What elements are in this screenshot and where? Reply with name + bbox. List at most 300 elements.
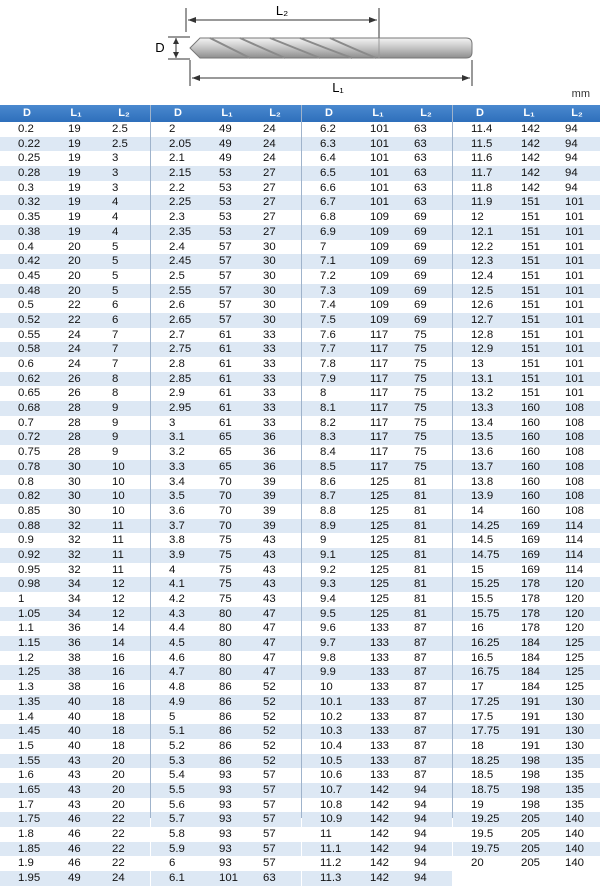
cell-d: 4.9 [169,695,185,708]
table-row [151,754,301,769]
table-row [0,372,150,387]
cell-l1: 160 [521,402,541,415]
cell-l1: 184 [521,681,541,694]
table-header [302,105,452,122]
cell-d: 9.7 [320,637,336,650]
cell-l2: 94 [565,123,578,135]
cell-d: 8.2 [320,416,336,429]
cell-d: 0.8 [18,475,34,488]
cell-l2: 114 [565,548,584,561]
cell-l1: 142 [370,828,390,840]
cell-d: 5.7 [169,813,185,826]
cell-d: 0.7 [18,416,34,429]
cell-l1: 151 [521,240,541,253]
cell-l2: 7 [112,358,119,370]
cell-l1: 184 [521,666,541,679]
table-row [453,665,600,680]
cell-d: 1.05 [18,607,41,620]
cell-l2: 39 [263,519,276,532]
cell-d: 1.25 [18,666,41,679]
cell-l2: 47 [263,637,276,650]
cell-d: 17.5 [471,710,494,723]
cell-l2: 130 [565,739,585,752]
table-row [0,386,150,401]
cell-l2: 63 [414,152,427,165]
cell-l1: 133 [370,681,390,694]
cell-l1: 125 [370,578,390,591]
cell-l2: 87 [414,681,427,694]
table-row [151,386,301,401]
cell-l1: 61 [219,416,232,429]
table-row [302,827,452,842]
cell-l1: 205 [521,813,541,826]
cell-l2: 63 [414,167,427,180]
cell-d: 2.25 [169,196,192,209]
cell-l1: 151 [521,328,541,341]
cell-l2: 57 [263,769,276,782]
cell-l2: 81 [414,548,427,561]
table-row [302,519,452,534]
table-row [453,195,600,210]
table-row [453,210,600,225]
drill-bit-drawing [0,0,600,100]
cell-l1: 133 [370,769,390,782]
cell-d: 12.3 [471,255,494,268]
table-row [151,680,301,695]
cell-l2: 5 [112,284,119,297]
cell-d: 1.55 [18,754,41,767]
cell-l1: 117 [370,402,389,415]
table-row [151,768,301,783]
table-row [453,621,600,636]
header-l1: L₁ [372,107,384,119]
cell-l2: 16 [112,666,125,679]
cell-l2: 87 [414,695,427,708]
table-row [302,754,452,769]
cell-l1: 19 [68,225,81,238]
cell-l1: 93 [219,857,232,870]
cell-l2: 20 [112,754,125,767]
cell-l1: 160 [521,475,541,488]
cell-d: 4.4 [169,622,185,635]
cell-d: 10 [320,681,333,694]
table-row [302,504,452,519]
table-row [302,254,452,269]
cell-d: 12.7 [471,313,494,326]
table-row [151,401,301,416]
table-row [453,313,600,328]
cell-l2: 52 [263,681,276,694]
table-row [151,695,301,710]
table-row [302,166,452,181]
table-row [0,871,150,886]
table-row [453,225,600,240]
table-row [302,621,452,636]
table-row [453,577,600,592]
table-row [0,695,150,710]
table-row [0,798,150,813]
cell-d: 1.7 [18,798,34,811]
table-row [302,724,452,739]
cell-l1: 205 [521,857,541,870]
cell-l2: 57 [263,857,276,870]
table-row [151,856,301,871]
unit-label: mm [571,88,590,100]
cell-l1: 191 [521,710,541,723]
cell-l2: 135 [565,754,585,767]
cell-d: 6.8 [320,211,336,224]
cell-l2: 120 [565,578,585,591]
cell-l1: 53 [219,196,232,209]
cell-l1: 36 [68,622,81,635]
table-row [302,783,452,798]
cell-d: 5.6 [169,798,185,811]
table-row [453,151,600,166]
cell-l2: 11 [112,519,124,532]
cell-l2: 87 [414,666,427,679]
table-row [302,489,452,504]
cell-d: 8.7 [320,490,336,503]
cell-d: 1.75 [18,813,41,826]
cell-l1: 93 [219,783,232,796]
cell-l2: 33 [263,372,276,385]
cell-d: 12.9 [471,343,494,356]
cell-d: 9 [320,534,327,547]
cell-l1: 34 [68,607,81,620]
cell-l1: 19 [68,137,81,150]
cell-l1: 70 [219,504,232,517]
cell-d: 14.5 [471,534,494,547]
cell-d: 17 [471,681,484,694]
cell-l1: 142 [370,857,390,870]
cell-d: 18 [471,739,484,752]
cell-d: 5.5 [169,783,185,796]
table-row [151,151,301,166]
cell-d: 19.25 [471,813,500,826]
cell-l1: 75 [219,563,232,576]
table-row [0,298,150,313]
table-row [0,607,150,622]
table-row [151,460,301,475]
cell-l2: 30 [263,269,276,282]
cell-l1: 46 [68,813,81,826]
cell-l1: 65 [219,431,232,444]
cell-l2: 75 [414,416,427,429]
cell-d: 17.25 [471,695,500,708]
table-header [151,105,301,122]
cell-l1: 61 [219,358,232,370]
cell-l1: 160 [521,504,541,517]
cell-l1: 109 [370,313,390,326]
header-d: D [174,107,182,119]
cell-d: 2.35 [169,225,192,238]
table-row [0,504,150,519]
table-row [0,254,150,269]
cell-l2: 9 [112,402,119,415]
cell-l2: 12 [112,607,125,620]
header-l2: L₂ [269,107,281,119]
cell-l2: 101 [565,255,585,268]
cell-d: 15 [471,563,484,576]
cell-d: 14 [471,504,484,517]
cell-l2: 87 [414,622,427,635]
cell-d: 15.75 [471,607,500,620]
cell-d: 1.35 [18,695,41,708]
cell-d: 9.3 [320,578,336,591]
cell-d: 0.32 [18,196,41,209]
table-row [0,577,150,592]
cell-l2: 69 [414,211,427,224]
cell-l1: 117 [370,416,389,429]
cell-d: 7 [320,240,327,253]
table-row [453,548,600,563]
cell-d: 11.2 [320,857,342,870]
cell-l1: 160 [521,431,541,444]
header-d: D [476,107,484,119]
cell-l2: 27 [263,211,276,224]
table-row [453,460,600,475]
cell-l2: 81 [414,534,427,547]
cell-d: 10.6 [320,769,343,782]
cell-l2: 47 [263,622,276,635]
table-body [453,122,600,871]
cell-l2: 120 [565,607,585,620]
cell-l2: 22 [112,828,125,840]
cell-l2: 33 [263,328,276,341]
cell-l1: 191 [521,739,541,752]
table-row [302,210,452,225]
cell-d: 0.82 [18,490,41,503]
cell-d: 13.4 [471,416,494,429]
cell-l1: 26 [68,372,81,385]
table-row [453,430,600,445]
table-row [453,842,600,857]
cell-d: 2.5 [169,269,185,282]
table-row [0,739,150,754]
table-header [0,105,150,122]
cell-d: 0.78 [18,460,41,473]
table-row [0,827,150,842]
cell-d: 6.9 [320,225,336,238]
table-row [0,313,150,328]
cell-d: 13.2 [471,387,494,400]
cell-l2: 11 [112,534,124,547]
table-row [151,372,301,387]
cell-l1: 151 [521,299,541,312]
cell-l2: 101 [565,284,585,297]
cell-d: 2.45 [169,255,192,268]
table-row [0,592,150,607]
header-l1: L₁ [221,107,233,119]
table-row [0,166,150,181]
cell-l2: 69 [414,240,427,253]
cell-l1: 86 [219,754,232,767]
cell-d: 11 [320,828,332,840]
cell-d: 1.1 [18,622,34,635]
cell-l2: 9 [112,446,119,459]
cell-d: 10.1 [320,695,343,708]
header-l2: L₂ [420,107,432,119]
cell-d: 2.6 [169,299,185,312]
cell-l2: 120 [565,622,585,635]
cell-l1: 46 [68,828,81,840]
cell-l1: 151 [521,284,541,297]
cell-l1: 160 [521,416,541,429]
table-row [151,636,301,651]
table-row [453,357,600,372]
cell-l2: 3 [112,181,119,194]
table-row [302,856,452,871]
cell-l2: 8 [112,372,119,385]
cell-l2: 5 [112,255,119,268]
cell-l1: 20 [68,255,81,268]
table-row [151,430,301,445]
table-row [302,651,452,666]
cell-d: 13.5 [471,431,494,444]
cell-d: 0.95 [18,563,41,576]
table-row [302,445,452,460]
cell-d: 0.75 [18,446,41,459]
cell-l2: 57 [263,798,276,811]
table-column-group [151,105,302,885]
table-row [302,768,452,783]
cell-d: 4.3 [169,607,185,620]
cell-l1: 34 [68,593,81,605]
cell-d: 18.75 [471,783,500,796]
table-row [0,651,150,666]
cell-l2: 125 [565,681,585,694]
cell-l2: 30 [263,240,276,253]
cell-l1: 86 [219,695,232,708]
table-row [151,798,301,813]
cell-d: 2.75 [169,343,192,356]
cell-l1: 40 [68,739,81,752]
cell-l2: 125 [565,637,585,650]
cell-l1: 169 [521,563,541,576]
cell-l2: 47 [263,651,276,664]
cell-l2: 16 [112,681,125,694]
cell-l2: 130 [565,710,585,723]
cell-d: 2.9 [169,387,185,400]
table-row [453,269,600,284]
table-row [151,504,301,519]
cell-d: 2.8 [169,358,185,370]
table-row [151,416,301,431]
table-row [302,269,452,284]
cell-d: 12.8 [471,328,494,341]
cell-l1: 109 [370,211,390,224]
cell-l1: 93 [219,769,232,782]
cell-l1: 61 [219,372,232,385]
cell-l2: 18 [112,710,125,723]
cell-l2: 140 [565,813,585,826]
table-row [453,342,600,357]
table-row [0,328,150,343]
cell-d: 0.48 [18,284,41,297]
cell-d: 9.9 [320,666,336,679]
table-row [453,328,600,343]
cell-l1: 43 [68,769,81,782]
cell-l1: 43 [68,783,81,796]
cell-l1: 198 [521,798,541,811]
table-row [302,225,452,240]
table-row [302,430,452,445]
cell-l1: 151 [521,269,541,282]
cell-d: 9.1 [320,548,336,561]
table-row [302,284,452,299]
cell-d: 13.9 [471,490,494,503]
cell-l2: 94 [414,872,427,885]
cell-d: 20 [471,857,484,870]
header-d: D [325,107,333,119]
cell-l1: 70 [219,475,232,488]
cell-d: 2.05 [169,137,192,150]
cell-l2: 108 [565,402,585,415]
cell-l1: 26 [68,387,81,400]
cell-l1: 169 [521,548,541,561]
table-row [0,489,150,504]
cell-d: 2 [169,123,176,135]
cell-l2: 87 [414,710,427,723]
cell-d: 3.6 [169,504,185,517]
cell-l1: 109 [370,269,390,282]
table-row [0,240,150,255]
table-row [302,592,452,607]
table-row [0,137,150,152]
cell-l2: 75 [414,328,427,341]
cell-d: 4.2 [169,593,185,605]
table-row [0,460,150,475]
cell-d: 12.4 [471,269,494,282]
cell-l1: 19 [68,167,81,180]
cell-l1: 49 [219,137,232,150]
table-row [453,284,600,299]
cell-l2: 36 [263,431,276,444]
table-row [0,210,150,225]
table-row [453,651,600,666]
cell-l2: 30 [263,255,276,268]
cell-l1: 86 [219,725,232,738]
cell-l2: 63 [414,196,427,209]
table-row [0,812,150,827]
cell-l2: 108 [565,416,585,429]
cell-l1: 125 [370,607,390,620]
cell-d: 18.5 [471,769,494,782]
cell-l1: 86 [219,739,232,752]
cell-l1: 22 [68,299,81,312]
cell-l2: 94 [565,181,578,194]
cell-l1: 38 [68,651,81,664]
cell-l1: 133 [370,725,390,738]
table-row [453,680,600,695]
cell-l1: 40 [68,695,81,708]
cell-l1: 191 [521,725,541,738]
cell-d: 11.8 [471,181,493,194]
cell-l1: 178 [521,607,541,620]
table-row [453,475,600,490]
cell-l1: 70 [219,490,232,503]
cell-l2: 47 [263,666,276,679]
cell-l1: 53 [219,181,232,194]
table-row [151,665,301,680]
cell-l1: 19 [68,152,81,165]
cell-l2: 52 [263,739,276,752]
cell-l2: 75 [414,358,427,370]
table-row [302,548,452,563]
cell-l2: 12 [112,593,125,605]
cell-d: 19 [471,798,484,811]
cell-l2: 18 [112,739,125,752]
